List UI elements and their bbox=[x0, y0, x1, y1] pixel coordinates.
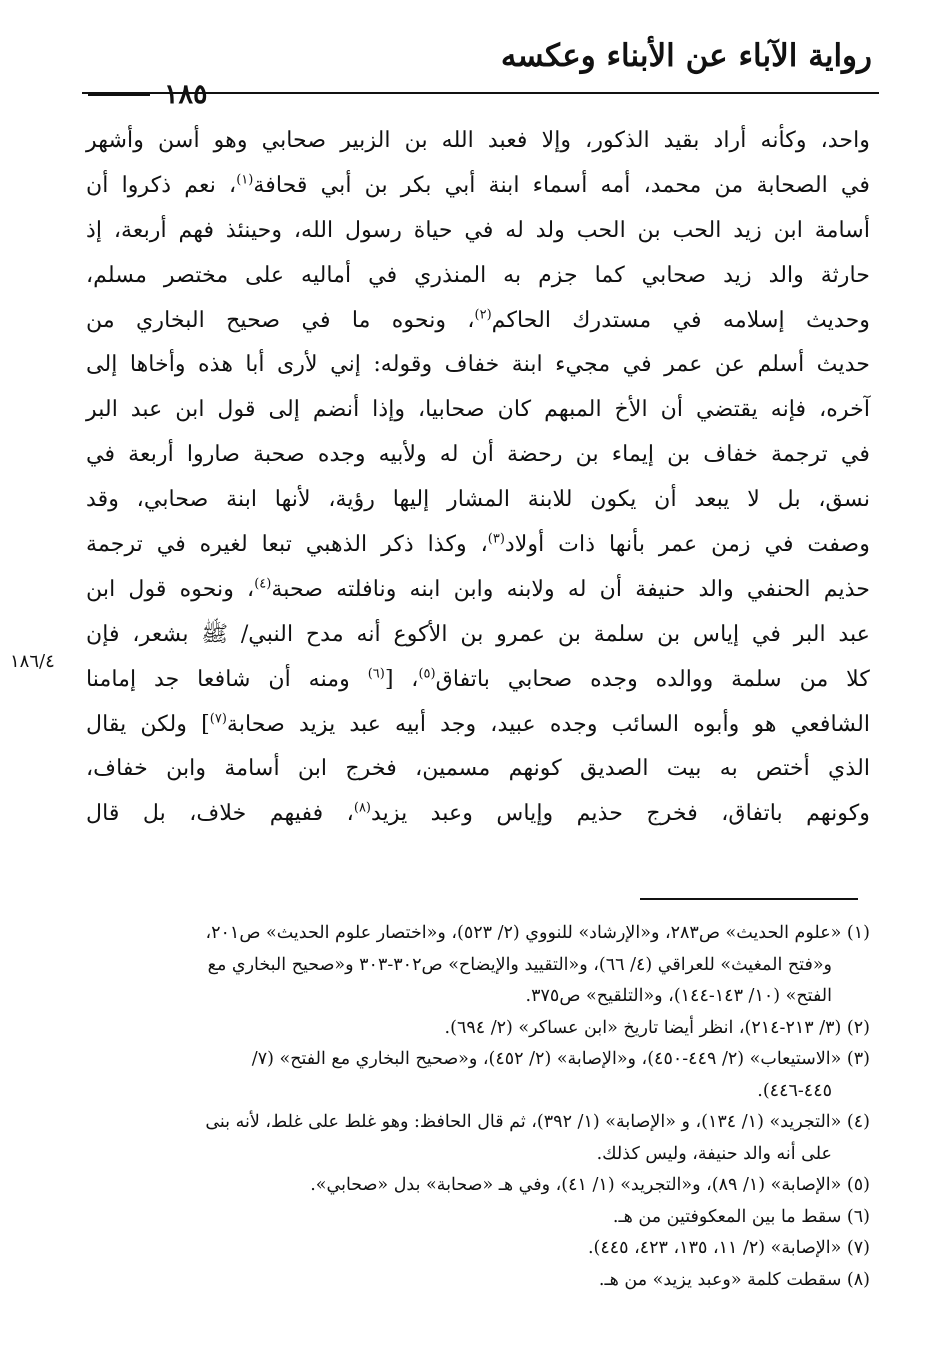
text-line: عبد البر في إياس بن سلمة بن عمرو بن الأكوع أنه مدح النبي/ ﷺ بشعر، فإن bbox=[86, 620, 870, 647]
main-text bbox=[86, 118, 870, 836]
margin-manuscript-reference: ١٨٦/٤ bbox=[10, 651, 55, 672]
text-line: في الصحابة من محمد، أمه أسماء ابنة أبي بكر بن أبي قحافة$^{(١)}$، نعم ذكروا أن bbox=[86, 171, 870, 198]
text-line: الشافعي هو وأبوه السائب وجده عبيد، وجد أبيه عبد يزيد صحابة$^{(٧)}$] ولكن يقال bbox=[86, 710, 870, 737]
footnote-line: (٣) «الاستيعاب» (٢/ ٤٤٩-٤٥٠)، و«الإصابة» (٢/ ٤٥٢)، و«صحيح البخاري مع الفتح» (٧/ bbox=[251, 1049, 870, 1069]
text-line: حذيم الحنفي والد حنيفة أن له ولابنه وابن ابنه ونافلته صحبة$^{(٤)}$، ونحوه قول ابن bbox=[86, 575, 870, 602]
footnotes bbox=[90, 918, 870, 1296]
text-line: في ترجمة خفاف بن إيماء بن رحضة أن له ولأبيه وجده صحبة صاروا أربعة في bbox=[86, 441, 870, 468]
running-header-title: رواية الآباء عن الأبناء وعكسه bbox=[500, 38, 872, 74]
footnote-ref: (٧) bbox=[209, 711, 227, 727]
text-line: وحديث إسلامه في مستدرك الحاكم$^{(٢)}$، ونحوه ما في صحيح البخاري من bbox=[86, 306, 870, 333]
footnote-line: على أنه والد حنيفة، وليس كذلك. bbox=[596, 1143, 832, 1164]
footnote-ref: (٣) bbox=[487, 531, 505, 547]
footnote-line: و«فتح المغيث» للعراقي (٤/ ٦٦)، و«التقييد والإيضاح» ص٣٠٢-٣٠٣ و«صحيح البخاري مع bbox=[207, 954, 832, 975]
text-line: كلا من سلمة ووالده وجده صحابي باتفاق$^{(٥)}$، [$^{(٦)}$ ومنه أن شافعا جد إمامنا bbox=[86, 665, 870, 692]
text-line: الذي أختص به بيت الصديق كونهم مسمين، فخرج ابن أسامة وابن خفاف، bbox=[86, 755, 870, 782]
page-number: ١٨٥ bbox=[164, 78, 208, 110]
footnote-ref: (٢) bbox=[474, 307, 492, 323]
page-number-dash bbox=[88, 93, 150, 96]
footnote-line: (٦) سقط ما بين المعكوفتين من هـ. bbox=[612, 1206, 870, 1227]
footnote-separator bbox=[640, 898, 858, 900]
footnote-ref: (٨) bbox=[353, 800, 371, 816]
text-line: وكونهم باتفاق، فخرج حذيم وإياس وعبد يزيد$^{(٨)}$، ففيهم خلاف، بل قال bbox=[86, 800, 870, 827]
text-line: أسامة ابن زيد الحب بن الحب ولد له في حياة رسول الله، وحينئذ فهم أربعة، إذ bbox=[86, 216, 870, 243]
text-line: نسق، بل لا يبعد أن يكون للابنة المشار إليها رؤية، لأنها ابنة صحابي، وقد bbox=[86, 486, 870, 513]
footnote-line: (٤) «التجريد» (١/ ١٣٤)، و «الإصابة» (١/ ٣٩٢)، ثم قال الحافظ: وهو غلط على غلط، لأنه بنى bbox=[205, 1112, 870, 1132]
footnote-line: (١) «علوم الحديث» ص٢٨٣، و«الإرشاد» للنووي (٢/ ٥٢٣)، و«اختصار علوم الحديث» ص٢٠١، bbox=[205, 923, 870, 943]
footnote-line: الفتح» (١٠/ ١٤٣-١٤٤)، و«التلقيح» ص٣٧٥. bbox=[525, 986, 832, 1006]
footnote-line: (٨) سقطت كلمة «وعبد يزيد» من هـ. bbox=[598, 1269, 870, 1290]
footnote-ref: (٤) bbox=[254, 576, 272, 592]
footnote-ref: (٥) bbox=[418, 666, 436, 682]
footnote-line: ٤٤٥-٤٤٦). bbox=[757, 1080, 832, 1101]
footnote-ref: (٦) bbox=[367, 666, 385, 682]
footnote-ref: (١) bbox=[236, 172, 254, 188]
footnote-line: (٢) (٣/ ٢١٣-٢١٤)، انظر أيضا تاريخ «ابن عساكر» (٢/ ٦٩٤). bbox=[444, 1017, 870, 1038]
footnote-line: (٧) «الإصابة» (٢/ ١١، ١٣٥، ٤٢٣، ٤٤٥). bbox=[587, 1238, 870, 1258]
footnote-line: (٥) «الإصابة» (١/ ٨٩)، و«التجريد» (١/ ٤١)، وفي هـ «صحابة» بدل «صحابي». bbox=[310, 1175, 870, 1195]
text-line: حارثة والد زيد صحابي كما جزم به المنذري في أماليه على مختصر مسلم، bbox=[86, 261, 870, 288]
text-line: وصفت في زمن عمر بأنها ذات أولاد$^{(٣)}$، وكذا ذكر الذهبي تبعا لغيره في ترجمة bbox=[86, 531, 870, 558]
text-line: واحد، وكأنه أراد بقيد الذكور، وإلا فعبد الله بن الزبير صحابي وهو أسن وأشهر bbox=[86, 127, 870, 153]
text-line: حديث أسلم عن عمر في مجيء ابنة خفاف وقوله: إني لأرى أبا هذه وأخاها إلى bbox=[86, 351, 870, 378]
text-line: آخره، فإنه يقتضي أن الأخ المبهم كان صحابيا، وإذا أنضم إلى قول ابن عبد البر bbox=[86, 396, 870, 423]
page-number-row bbox=[88, 78, 258, 110]
